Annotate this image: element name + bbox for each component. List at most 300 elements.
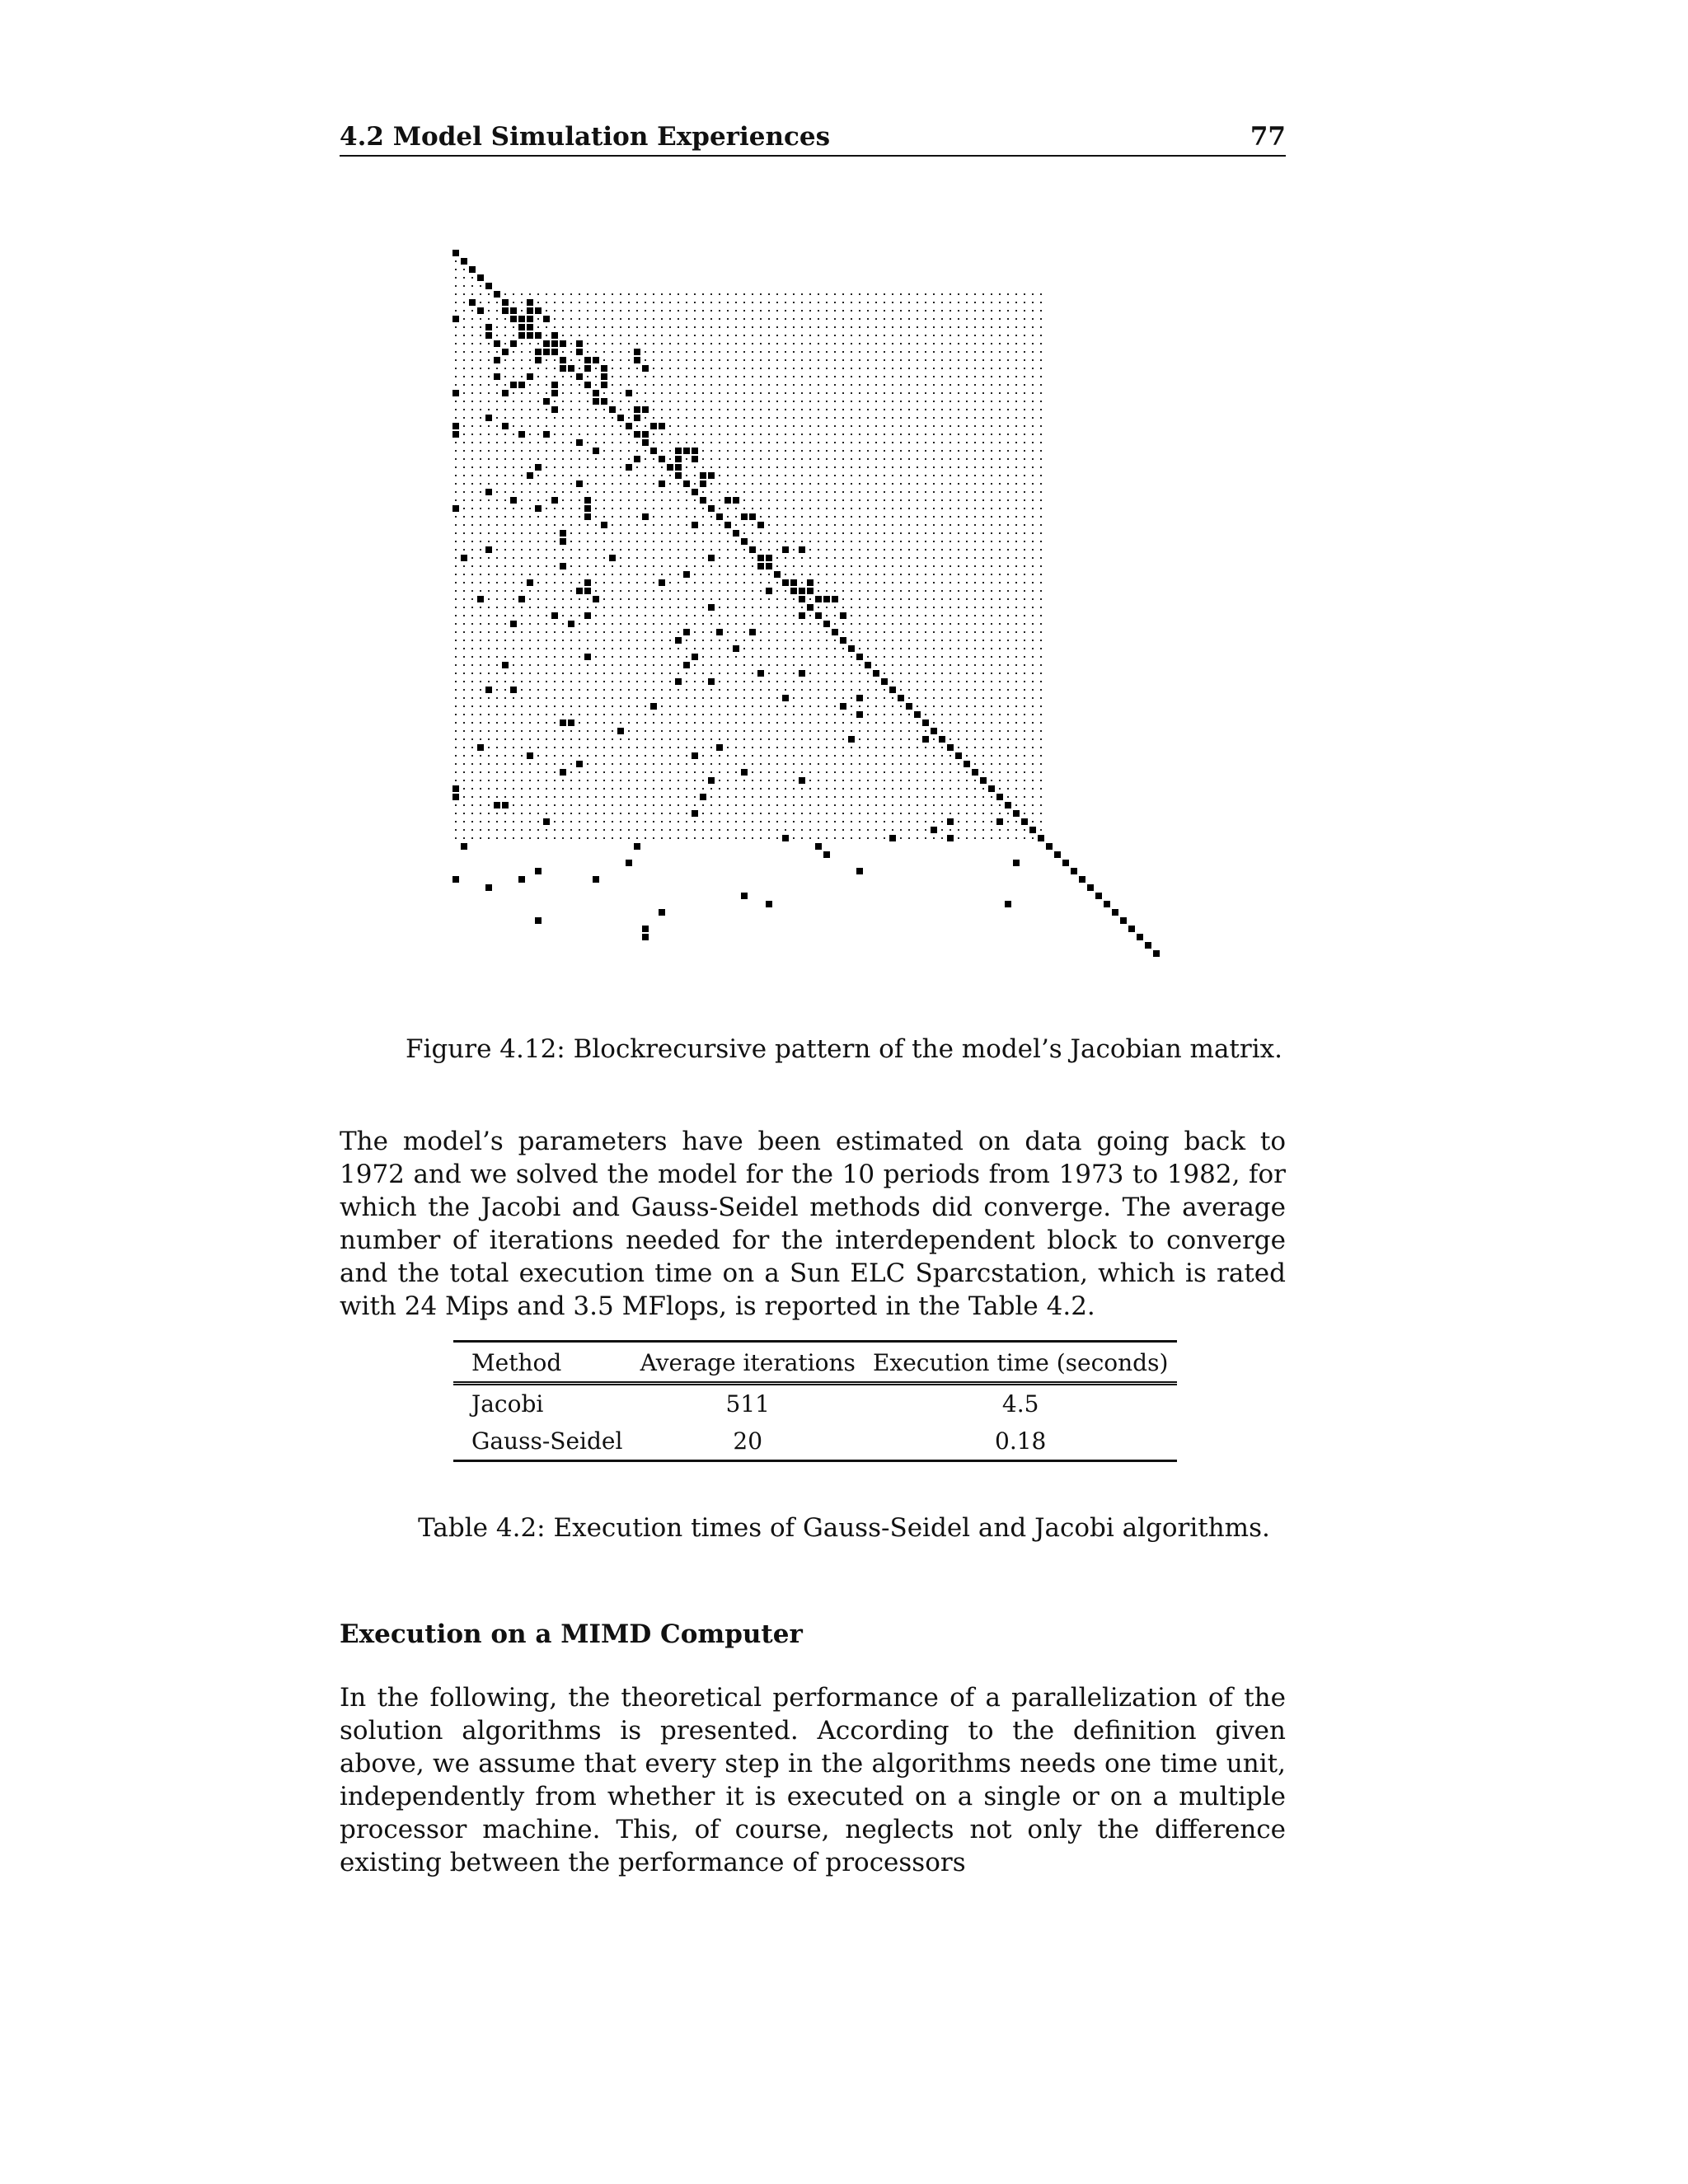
- table-row: [453, 1422, 1177, 1461]
- table-cell: 511: [725, 1390, 770, 1418]
- nonzero-entry: [626, 390, 632, 396]
- nonzero-entry: [568, 621, 574, 627]
- nonzero-entry: [593, 357, 599, 363]
- column-header: Method: [453, 1342, 631, 1384]
- nonzero-entry: [716, 629, 723, 635]
- nonzero-entry: [617, 415, 624, 421]
- nonzero-entry: [485, 489, 492, 495]
- nonzero-entry: [898, 695, 904, 701]
- nonzero-entry: [650, 703, 657, 710]
- nonzero-entry: [601, 373, 607, 380]
- nonzero-entry: [584, 357, 591, 363]
- nonzero-entry: [593, 876, 599, 883]
- nonzero-entry: [1104, 901, 1110, 907]
- nonzero-entry: [518, 324, 525, 330]
- nonzero-entry: [823, 851, 830, 858]
- nonzero-entry: [518, 332, 525, 339]
- nonzero-entry: [823, 621, 830, 627]
- nonzero-entry: [692, 456, 698, 462]
- nonzero-entry: [469, 299, 476, 306]
- nonzero-entry: [560, 538, 566, 545]
- nonzero-entry: [766, 588, 772, 594]
- nonzero-entry: [502, 662, 509, 668]
- nonzero-entry: [634, 843, 640, 850]
- nonzero-entry: [560, 340, 566, 347]
- nonzero-entry: [626, 860, 632, 866]
- nonzero-entry: [1128, 926, 1135, 932]
- nonzero-entry: [485, 324, 492, 330]
- nonzero-entry: [609, 406, 616, 413]
- nonzero-entry: [659, 480, 665, 487]
- nonzero-entry: [840, 637, 846, 644]
- nonzero-entry: [700, 472, 706, 479]
- nonzero-entry: [642, 934, 649, 940]
- nonzero-entry: [510, 687, 517, 693]
- nonzero-entry: [634, 431, 640, 438]
- nonzero-entry: [733, 530, 739, 537]
- nonzero-entry: [856, 711, 863, 718]
- nonzero-entry: [543, 818, 550, 825]
- nonzero-entry: [757, 670, 764, 677]
- sparsity-grid: [455, 252, 1042, 839]
- nonzero-entry: [551, 390, 558, 396]
- nonzero-entry: [757, 563, 764, 569]
- nonzero-entry: [576, 480, 583, 487]
- nonzero-entry: [543, 431, 550, 438]
- nonzero-entry: [543, 316, 550, 322]
- nonzero-entry: [815, 596, 822, 602]
- nonzero-entry: [683, 480, 690, 487]
- nonzero-entry: [485, 332, 492, 339]
- nonzero-entry: [527, 472, 533, 479]
- nonzero-entry: [774, 571, 781, 578]
- nonzero-entry: [494, 802, 500, 808]
- nonzero-entry: [1071, 868, 1077, 874]
- nonzero-entry: [832, 629, 838, 635]
- nonzero-entry: [700, 497, 706, 504]
- table-cell: 20: [631, 1422, 864, 1461]
- nonzero-entry: [584, 365, 591, 372]
- nonzero-entry: [593, 448, 599, 454]
- nonzero-entry: [593, 596, 599, 602]
- nonzero-entry: [675, 678, 682, 685]
- jacobian-sparsity-figure: [452, 249, 1169, 974]
- nonzero-entry: [692, 489, 698, 495]
- nonzero-entry: [782, 695, 789, 701]
- nonzero-entry: [560, 357, 566, 363]
- nonzero-entry: [1137, 934, 1143, 940]
- nonzero-entry: [461, 555, 467, 561]
- nonzero-entry: [692, 654, 698, 660]
- nonzero-entry: [659, 423, 665, 429]
- nonzero-entry: [724, 522, 731, 528]
- nonzero-entry: [452, 423, 459, 429]
- nonzero-entry: [848, 645, 855, 652]
- nonzero-entry: [799, 612, 805, 619]
- nonzero-entry: [757, 555, 764, 561]
- table-header-row: [453, 1342, 1177, 1384]
- nonzero-entry: [510, 497, 517, 504]
- column-header: Average iterations: [631, 1342, 864, 1384]
- nonzero-entry: [1013, 810, 1020, 817]
- nonzero-entry: [1153, 950, 1160, 957]
- nonzero-entry: [964, 761, 970, 767]
- nonzero-entry: [535, 464, 542, 471]
- nonzero-entry: [675, 472, 682, 479]
- nonzero-entry: [510, 340, 517, 347]
- nonzero-entry: [452, 794, 459, 800]
- body-paragraph: In the following, the theoretical performance of a parallelization of the solution algorithms is presented. According to the definition given above, we assume that every step in the algorithms needs one time unit, independently from whether it is executed on a single or on a multiple processor machine. This, of course, neglects not only the difference existing between the performance of processors: [340, 1683, 1286, 1877]
- nonzero-entry: [502, 802, 509, 808]
- nonzero-entry: [733, 497, 739, 504]
- nonzero-entry: [1046, 843, 1053, 850]
- nonzero-entry: [1120, 917, 1127, 924]
- nonzero-entry: [815, 612, 822, 619]
- nonzero-entry: [675, 456, 682, 462]
- running-header: [340, 119, 1286, 157]
- nonzero-entry: [527, 579, 533, 586]
- nonzero-entry: [749, 546, 756, 553]
- nonzero-entry: [502, 299, 509, 306]
- nonzero-entry: [1038, 835, 1044, 841]
- nonzero-entry: [659, 579, 665, 586]
- nonzero-entry: [527, 307, 533, 314]
- nonzero-entry: [766, 901, 772, 907]
- nonzero-entry: [683, 571, 690, 578]
- nonzero-entry: [502, 349, 509, 355]
- section-title: 4.2 Model Simulation Experiences: [340, 122, 831, 152]
- nonzero-entry: [551, 612, 558, 619]
- nonzero-entry: [675, 464, 682, 471]
- nonzero-entry: [1013, 860, 1020, 866]
- nonzero-entry: [667, 464, 673, 471]
- nonzero-entry: [518, 431, 525, 438]
- nonzero-entry: [996, 818, 1003, 825]
- nonzero-entry: [576, 588, 583, 594]
- nonzero-entry: [584, 579, 591, 586]
- nonzero-entry: [584, 588, 591, 594]
- nonzero-entry: [856, 695, 863, 701]
- nonzero-entry: [560, 365, 566, 372]
- nonzero-entry: [980, 777, 987, 784]
- nonzero-entry: [568, 365, 574, 372]
- nonzero-entry: [502, 423, 509, 429]
- nonzero-entry: [650, 423, 657, 429]
- nonzero-entry: [708, 505, 715, 512]
- nonzero-entry: [576, 761, 583, 767]
- table-caption: Table 4.2: Execution times of Gauss-Seidel and Jacobi algorithms.: [418, 1513, 1270, 1543]
- nonzero-entry: [799, 546, 805, 553]
- nonzero-entry: [477, 274, 484, 281]
- nonzero-entry: [650, 448, 657, 454]
- nonzero-entry: [675, 448, 682, 454]
- nonzero-entry: [807, 588, 814, 594]
- nonzero-entry: [799, 777, 805, 784]
- nonzero-entry: [683, 662, 690, 668]
- nonzero-entry: [535, 307, 542, 314]
- nonzero-entry: [708, 604, 715, 611]
- nonzero-entry: [576, 439, 583, 446]
- nonzero-entry: [766, 555, 772, 561]
- nonzero-entry: [584, 654, 591, 660]
- nonzero-entry: [535, 505, 542, 512]
- nonzero-entry: [659, 909, 665, 916]
- nonzero-entry: [1145, 942, 1151, 949]
- nonzero-entry: [889, 835, 896, 841]
- nonzero-entry: [601, 382, 607, 388]
- nonzero-entry: [461, 843, 467, 850]
- nonzero-entry: [560, 530, 566, 537]
- nonzero-entry: [452, 316, 459, 322]
- nonzero-entry: [518, 316, 525, 322]
- table-row: [453, 1384, 1177, 1423]
- nonzero-entry: [716, 744, 723, 751]
- nonzero-entry: [477, 307, 484, 314]
- nonzero-entry: [873, 670, 879, 677]
- nonzero-entry: [518, 596, 525, 602]
- nonzero-entry: [535, 349, 542, 355]
- nonzero-entry: [634, 357, 640, 363]
- nonzero-entry: [485, 687, 492, 693]
- nonzero-entry: [510, 621, 517, 627]
- nonzero-entry: [634, 349, 640, 355]
- nonzero-entry: [708, 555, 715, 561]
- nonzero-entry: [551, 406, 558, 413]
- nonzero-entry: [535, 332, 542, 339]
- nonzero-entries: [452, 250, 1160, 957]
- nonzero-entry: [782, 546, 789, 553]
- nonzero-entry: [782, 835, 789, 841]
- nonzero-entry: [642, 406, 649, 413]
- table-cell: Jacobi: [471, 1390, 544, 1418]
- nonzero-entry: [790, 588, 797, 594]
- nonzero-entry: [609, 555, 616, 561]
- nonzero-entry: [469, 266, 476, 273]
- nonzero-entry: [543, 340, 550, 347]
- nonzero-entry: [947, 744, 954, 751]
- nonzero-entry: [741, 513, 748, 520]
- nonzero-entry: [692, 810, 698, 817]
- nonzero-entry: [576, 373, 583, 380]
- nonzero-entry: [494, 373, 500, 380]
- nonzero-entry: [708, 777, 715, 784]
- nonzero-entry: [1005, 802, 1011, 808]
- nonzero-entry: [815, 843, 822, 850]
- nonzero-entry: [626, 464, 632, 471]
- nonzero-entry: [642, 926, 649, 932]
- nonzero-entry: [782, 579, 789, 586]
- nonzero-entry: [551, 497, 558, 504]
- nonzero-entry: [692, 448, 698, 454]
- nonzero-entry: [889, 687, 896, 693]
- nonzero-entry: [708, 472, 715, 479]
- nonzero-entry: [502, 307, 509, 314]
- nonzero-entry: [510, 307, 517, 314]
- nonzero-entry: [848, 736, 855, 743]
- nonzero-entry: [947, 835, 954, 841]
- nonzero-entry: [485, 884, 492, 891]
- nonzero-entry: [551, 349, 558, 355]
- table-cell: 0.18: [864, 1422, 1177, 1461]
- nonzero-entry: [593, 390, 599, 396]
- nonzero-entry: [683, 629, 690, 635]
- nonzero-entry: [535, 868, 542, 874]
- nonzero-entry: [947, 818, 954, 825]
- nonzero-entry: [881, 678, 888, 685]
- nonzero-entry: [766, 563, 772, 569]
- nonzero-entry: [560, 719, 566, 726]
- nonzero-entry: [543, 349, 550, 355]
- nonzero-entry: [692, 752, 698, 759]
- nonzero-entry: [931, 728, 937, 734]
- nonzero-entry: [733, 645, 739, 652]
- nonzero-entry: [527, 324, 533, 330]
- nonzero-entry: [601, 398, 607, 405]
- nonzero-entry: [906, 703, 912, 710]
- nonzero-entry: [634, 456, 640, 462]
- nonzero-entry: [749, 629, 756, 635]
- execution-times-table: [453, 1340, 1177, 1462]
- nonzero-entry: [477, 596, 484, 602]
- nonzero-entry: [700, 794, 706, 800]
- nonzero-entry: [749, 513, 756, 520]
- nonzero-entry: [757, 522, 764, 528]
- nonzero-entry: [518, 382, 525, 388]
- nonzero-entry: [584, 513, 591, 520]
- nonzero-entry: [527, 373, 533, 380]
- body-paragraph: The model’s parameters have been estimated on data going back to 1972 and we solved the model for the 10 periods from 1973 to 1982, for which the Jacobi and Gauss-Seidel methods did converge. The average number of iterations needed for the interdependent block to converge and the total execution time on a Sun ELC Sparcstation, which is rated with 24 Mips and 3.5 MFlops, is reported in the Table 4.2.: [340, 1127, 1286, 1321]
- nonzero-entry: [724, 497, 731, 504]
- nonzero-entry: [939, 736, 945, 743]
- nonzero-entry: [642, 439, 649, 446]
- nonzero-entry: [856, 654, 863, 660]
- figure-caption: Figure 4.12: Blockrecursive pattern of the model’s Jacobian matrix.: [406, 1034, 1282, 1064]
- nonzero-entry: [716, 513, 723, 520]
- nonzero-entry: [485, 415, 492, 421]
- nonzero-entry: [477, 744, 484, 751]
- nonzero-entry: [584, 497, 591, 504]
- jacobian-matrix-plot: [452, 249, 1169, 974]
- nonzero-entry: [832, 596, 838, 602]
- nonzero-entry: [856, 868, 863, 874]
- page-number: 77: [1250, 122, 1286, 152]
- nonzero-entry: [840, 703, 846, 710]
- nonzero-entry: [914, 711, 921, 718]
- nonzero-entry: [683, 448, 690, 454]
- nonzero-entry: [601, 522, 607, 528]
- nonzero-entry: [1005, 901, 1011, 907]
- nonzero-entry: [634, 415, 640, 421]
- nonzero-entry: [601, 365, 607, 372]
- nonzero-entry: [741, 769, 748, 776]
- nonzero-entry: [700, 480, 706, 487]
- nonzero-entry: [659, 456, 665, 462]
- nonzero-entry: [584, 382, 591, 388]
- nonzero-entry: [527, 299, 533, 306]
- nonzero-entry: [840, 612, 846, 619]
- nonzero-entry: [972, 769, 978, 776]
- nonzero-entry: [617, 728, 624, 734]
- nonzero-entry: [568, 719, 574, 726]
- nonzero-entry: [560, 563, 566, 569]
- nonzero-entry: [560, 769, 566, 776]
- nonzero-entry: [799, 596, 805, 602]
- table-cell: 4.5: [1001, 1390, 1039, 1418]
- column-header: Execution time (seconds): [864, 1342, 1177, 1384]
- nonzero-entry: [692, 522, 698, 528]
- nonzero-entry: [510, 316, 517, 322]
- nonzero-entry: [527, 316, 533, 322]
- nonzero-entry: [790, 579, 797, 586]
- nonzero-entry: [494, 291, 500, 298]
- nonzero-entry: [799, 588, 805, 594]
- nonzero-entry: [576, 349, 583, 355]
- nonzero-entry: [527, 332, 533, 339]
- nonzero-entry: [922, 736, 929, 743]
- nonzero-entry: [584, 505, 591, 512]
- nonzero-entry: [996, 794, 1003, 800]
- nonzero-entry: [518, 876, 525, 883]
- nonzero-entry: [988, 785, 995, 792]
- nonzero-entry: [452, 505, 459, 512]
- nonzero-entry: [551, 382, 558, 388]
- nonzero-entry: [922, 719, 929, 726]
- nonzero-entry: [452, 876, 459, 883]
- nonzero-entry: [593, 398, 599, 405]
- nonzero-entry: [1079, 876, 1085, 883]
- nonzero-entry: [452, 431, 459, 438]
- nonzero-entry: [823, 596, 830, 602]
- nonzero-entry: [642, 431, 649, 438]
- table-cell: Gauss-Seidel: [453, 1422, 631, 1461]
- nonzero-entry: [634, 406, 640, 413]
- nonzero-entry: [502, 390, 509, 396]
- nonzero-entry: [535, 357, 542, 363]
- nonzero-entry: [741, 538, 748, 545]
- nonzero-entry: [584, 612, 591, 619]
- nonzero-entry: [543, 398, 550, 405]
- nonzero-entry: [1112, 909, 1118, 916]
- nonzero-entry: [1062, 860, 1069, 866]
- nonzero-entry: [626, 423, 632, 429]
- nonzero-entry: [1054, 851, 1061, 858]
- nonzero-entry: [931, 827, 937, 833]
- nonzero-entry: [535, 917, 542, 924]
- nonzero-entry: [452, 250, 459, 256]
- nonzero-entry: [461, 258, 467, 265]
- nonzero-entry: [551, 332, 558, 339]
- nonzero-entry: [494, 357, 500, 363]
- nonzero-entry: [485, 283, 492, 289]
- nonzero-entry: [485, 546, 492, 553]
- section-heading: Execution on a MIMD Computer: [340, 1619, 803, 1649]
- nonzero-entry: [642, 365, 649, 372]
- nonzero-entry: [675, 637, 682, 644]
- nonzero-entry: [708, 678, 715, 685]
- nonzero-entry: [642, 513, 649, 520]
- nonzero-entry: [1021, 818, 1028, 825]
- nonzero-entry: [865, 662, 871, 668]
- nonzero-entry: [741, 893, 748, 899]
- nonzero-entry: [1095, 893, 1102, 899]
- nonzero-entry: [551, 340, 558, 347]
- nonzero-entry: [510, 382, 517, 388]
- nonzero-entry: [494, 340, 500, 347]
- nonzero-entry: [799, 670, 805, 677]
- nonzero-entry: [452, 785, 459, 792]
- nonzero-entry: [576, 340, 583, 347]
- nonzero-entry: [807, 604, 814, 611]
